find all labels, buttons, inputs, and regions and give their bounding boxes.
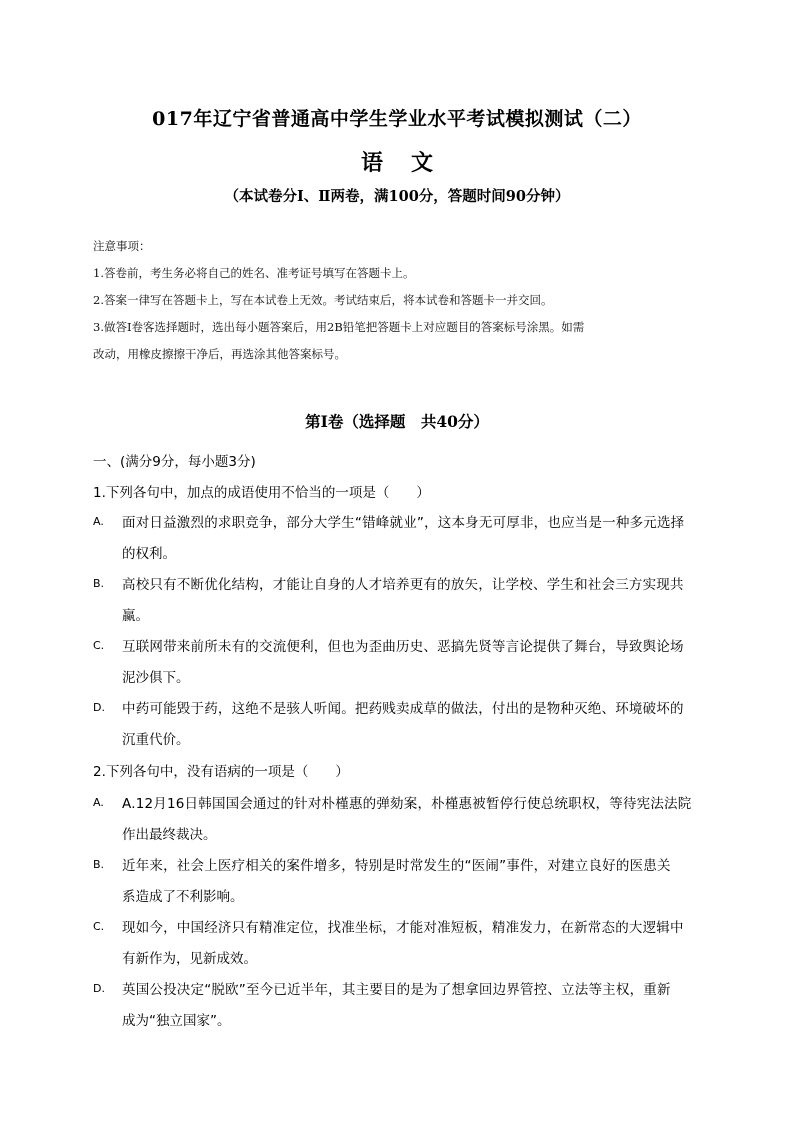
option-text: A.12月16日韩国国会通过的针对朴槿惠的弹劾案，朴槿惠被暂停行使总统职权，等待宪法法院 [122, 796, 692, 812]
exam-title: 017年辽宁省普通高中学生学业水平考试模拟测试（二） [152, 108, 642, 130]
option-text-cont: 作出最终裁决。 [122, 827, 217, 843]
option-letter: C. [93, 920, 105, 933]
notes-heading: 注意事项： [93, 239, 151, 253]
option-letter: B. [93, 858, 105, 871]
option-text-cont: 泥沙俱下。 [122, 670, 190, 686]
subject-heading [0, 146, 794, 177]
option-text: 近年来，社会上医疗相关的案件增多，特别是时常发生的“医闹”事件，对建立良好的医患关 [122, 858, 671, 874]
notes-item: 改动，用橡皮擦擦干净后，再选涂其他答案标号。 [93, 347, 346, 361]
option-text: 现如今，中国经济只有精准定位，找准坐标，才能对准短板，精准发力，在新常态的大逻辑中 [122, 920, 684, 936]
option-text: 面对日益激烈的求职竞争，部分大学生“错峰就业”，这本身无可厚非，也应当是一种多元选择 [122, 515, 685, 531]
option-letter: C. [93, 639, 105, 652]
option-letter: A. [93, 515, 104, 528]
section-title: 第Ⅰ卷（选择题 共40分） [305, 412, 489, 431]
option-letter: D. [93, 982, 105, 995]
subject-char-2: 文 [411, 150, 434, 176]
option-text-cont: 赢。 [122, 608, 149, 624]
question-stem: 1.下列各句中，加点的成语使用不恰当的一项是（ ） [93, 485, 430, 501]
option-text: 高校只有不断优化结构，才能让自身的人才培养更有的放矢，让学校、学生和社会三方实现共 [122, 577, 684, 593]
option-text-cont: 沉重代价。 [122, 732, 190, 748]
part-heading: 一、(满分9分，每小题3分) [93, 454, 256, 470]
option-text: 中药可能毁于药，这绝不是骇人听闻。把药贱卖成草的做法，付出的是物种灭绝、环境破坏的 [122, 701, 684, 717]
notes-item: 3.做答Ⅰ卷客选择题时，选出每小题答案后，用2B铅笔把答题卡上对应题目的答案标号涂黑。如需 [93, 320, 585, 334]
option-text: 英国公投决定“脱欧”至今已近半年，其主要目的是为了想拿回边界管控、立法等主权，重新 [122, 982, 671, 998]
notes-item: 2.答案一律写在答题卡上，写在本试卷上无效。考试结束后，将本试卷和答题卡一并交回。 [93, 293, 553, 307]
option-text: 互联网带来前所未有的交流便利，但也为歪曲历史、恶搞先贤等言论提供了舞台，导致舆论场 [122, 639, 684, 655]
subject-char-1: 语 [360, 150, 383, 176]
question-stem: 2.下列各句中，没有语病的一项是（ ） [93, 764, 349, 780]
option-letter: B. [93, 577, 105, 590]
option-text-cont: 成为“独立国家”。 [122, 1013, 231, 1029]
option-letter: D. [93, 701, 105, 714]
notes-item: 1.答卷前，考生务必将自己的姓名、准考证号填写在答题卡上。 [93, 266, 415, 280]
option-text-cont: 有新作为，见新成效。 [122, 951, 257, 967]
exam-subtitle: （本试卷分Ⅰ、Ⅱ两卷，满100分，答题时间90分钟） [224, 188, 570, 205]
option-text-cont: 的权利。 [122, 546, 176, 562]
option-text-cont: 系造成了不利影响。 [122, 889, 244, 905]
option-letter: A. [93, 796, 104, 809]
